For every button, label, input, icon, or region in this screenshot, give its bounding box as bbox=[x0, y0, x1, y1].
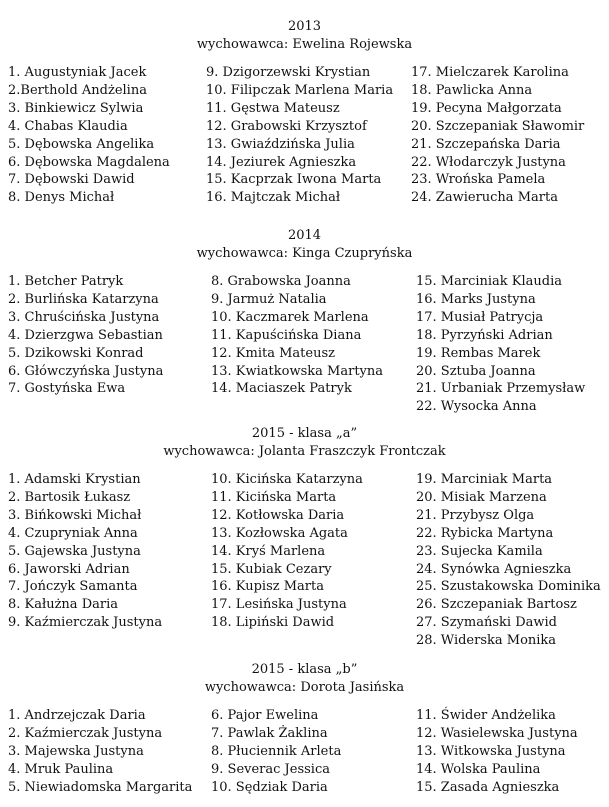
student-name: 6. Jaworski Adrian bbox=[8, 561, 130, 577]
student-name: 24. Zawierucha Marta bbox=[411, 190, 558, 206]
student-name: 7. Pawlak Żaklina bbox=[211, 725, 328, 741]
class-section-2015-b bbox=[0, 661, 609, 795]
student-name: 18. Lipiński Dawid bbox=[211, 615, 335, 631]
student-name: 26. Szczepaniak Bartosz bbox=[416, 597, 577, 613]
student-name: 18. Pyrzyński Adrian bbox=[416, 327, 553, 343]
student-name: 1. Andrzejczak Daria bbox=[8, 708, 146, 723]
student-name: 23. Wrońska Pamela bbox=[411, 172, 546, 188]
student-name: 15. Kubiak Cezary bbox=[211, 561, 332, 577]
student-name: 16. Marks Justyna bbox=[416, 291, 536, 307]
student-name: 15. Zasada Agnieszka bbox=[416, 779, 560, 795]
class-section-2013 bbox=[0, 18, 609, 206]
student-name: 7. Jończyk Samanta bbox=[8, 579, 138, 595]
student-column-1 bbox=[8, 64, 170, 207]
student-name: 20. Szczepaniak Sławomir bbox=[411, 118, 585, 134]
class-teacher: wychowawca: Kinga Czupryńska bbox=[196, 246, 413, 261]
student-name: 19. Pecyna Małgorzata bbox=[411, 100, 562, 116]
student-name: 20. Misiak Marzena bbox=[416, 489, 547, 505]
class-section-2014 bbox=[0, 227, 609, 415]
student-name: 15. Kacprzak Iwona Marta bbox=[206, 172, 382, 188]
student-name: 8. Płuciennik Arleta bbox=[211, 743, 342, 759]
student-name: 14. Maciaszek Patryk bbox=[211, 381, 352, 397]
student-name: 23. Sujecka Kamila bbox=[416, 543, 543, 559]
student-name: 3. Binkiewicz Sylwia bbox=[8, 100, 144, 116]
student-name: 4. Czupryniak Anna bbox=[8, 525, 138, 541]
student-name: 12. Kotłowska Daria bbox=[211, 507, 345, 523]
student-name: 16. Majtczak Michał bbox=[206, 190, 341, 206]
student-column-1 bbox=[8, 273, 163, 398]
student-column-3 bbox=[416, 471, 601, 650]
student-column-2 bbox=[206, 64, 393, 207]
student-name: 10. Kicińska Katarzyna bbox=[211, 472, 363, 487]
student-name: 2. Burlińska Katarzyna bbox=[8, 291, 159, 307]
student-name: 12. Grabowski Krzysztof bbox=[206, 118, 367, 134]
student-name: 1. Augustyniak Jacek bbox=[8, 65, 147, 80]
student-column-3 bbox=[416, 273, 585, 416]
class-section-2015-a bbox=[0, 425, 609, 649]
student-name: 13. Gwiaździńska Julia bbox=[206, 136, 355, 152]
student-name: 5. Dzikowski Konrad bbox=[8, 345, 144, 361]
student-column-1 bbox=[8, 471, 162, 632]
student-name: 12. Wasielewska Justyna bbox=[416, 725, 578, 741]
class-teacher: wychowawca: Dorota Jasińska bbox=[204, 680, 405, 695]
student-column-2 bbox=[211, 707, 341, 797]
student-name: 25. Szustakowska Dominika bbox=[416, 579, 601, 595]
student-name: 13. Kwiatkowska Martyna bbox=[211, 363, 384, 379]
student-name: 2. Bartosik Łukasz bbox=[8, 489, 131, 505]
class-teacher: wychowawca: Ewelina Rojewska bbox=[196, 37, 413, 52]
student-name: 28. Widerska Monika bbox=[416, 633, 557, 649]
student-name: 6. Główczyńska Justyna bbox=[8, 363, 164, 379]
student-name: 5. Gajewska Justyna bbox=[8, 543, 141, 559]
student-name: 22. Włodarczyk Justyna bbox=[411, 154, 566, 170]
student-name: 9. Severac Jessica bbox=[211, 761, 330, 777]
student-name: 17. Musiał Patrycja bbox=[416, 309, 544, 325]
student-name: 22. Wysocka Anna bbox=[416, 399, 537, 415]
class-year: 2014 bbox=[287, 228, 322, 243]
student-name: 19. Marciniak Marta bbox=[416, 472, 553, 487]
student-column-3 bbox=[416, 707, 578, 797]
student-name: 13. Kozłowska Agata bbox=[211, 525, 348, 541]
student-name: 1. Betcher Patryk bbox=[8, 274, 124, 289]
student-name: 13. Witkowska Justyna bbox=[416, 743, 566, 759]
student-name: 15. Marciniak Klaudia bbox=[416, 274, 563, 289]
student-column-3 bbox=[411, 64, 584, 207]
student-name: 24. Synówka Agnieszka bbox=[416, 561, 572, 577]
class-year: 2013 bbox=[287, 19, 322, 34]
student-name: 17. Lesińska Justyna bbox=[211, 597, 347, 613]
student-name: 9. Jarmuż Natalia bbox=[211, 291, 327, 307]
student-column-2 bbox=[211, 273, 383, 398]
student-name: 16. Kupisz Marta bbox=[211, 579, 324, 595]
student-name: 21. Przybysz Olga bbox=[416, 507, 535, 523]
student-name: 10. Kaczmarek Marlena bbox=[211, 309, 369, 325]
student-name: 9. Dzigorzewski Krystian bbox=[206, 65, 371, 80]
student-name: 21. Urbaniak Przemysław bbox=[416, 381, 586, 397]
student-name: 7. Gostyńska Ewa bbox=[8, 381, 126, 397]
class-teacher: wychowawca: Jolanta Fraszczyk Frontczak bbox=[163, 444, 446, 459]
student-name: 8. Kałużna Daria bbox=[8, 597, 118, 613]
student-name: 3. Bińkowski Michał bbox=[8, 507, 142, 523]
student-name: 8. Grabowska Joanna bbox=[211, 274, 351, 289]
student-name: 20. Sztuba Joanna bbox=[416, 363, 536, 379]
student-name: 18. Pawlicka Anna bbox=[411, 82, 533, 98]
class-year: 2015 - klasa „a” bbox=[251, 426, 358, 441]
class-year: 2015 - klasa „b” bbox=[251, 662, 358, 677]
student-name: 5. Dębowska Angelika bbox=[8, 136, 155, 152]
student-name: 1. Adamski Krystian bbox=[8, 472, 141, 487]
student-name: 17. Mielczarek Karolina bbox=[411, 65, 569, 80]
student-name: 4. Chabas Klaudia bbox=[8, 118, 128, 134]
student-name: 5. Niewiadomska Margarita bbox=[8, 779, 193, 795]
student-column-1 bbox=[8, 707, 192, 797]
student-name: 2.Berthold Andżelina bbox=[8, 82, 147, 98]
student-name: 4. Dzierzgwa Sebastian bbox=[8, 327, 163, 343]
student-name: 6. Dębowska Magdalena bbox=[8, 154, 170, 170]
student-name: 14. Jeziurek Agnieszka bbox=[206, 154, 357, 170]
student-name: 3. Chruścińska Justyna bbox=[8, 309, 160, 325]
student-name: 6. Pajor Ewelina bbox=[211, 708, 319, 723]
student-name: 7. Dębowski Dawid bbox=[8, 172, 135, 188]
student-name: 10. Sędziak Daria bbox=[211, 779, 328, 795]
student-column-2 bbox=[211, 471, 363, 632]
student-name: 3. Majewska Justyna bbox=[8, 743, 144, 759]
student-name: 19. Rembas Marek bbox=[416, 345, 541, 361]
student-name: 10. Filipczak Marlena Maria bbox=[206, 82, 394, 98]
student-name: 2. Kaźmierczak Justyna bbox=[8, 725, 163, 741]
student-name: 4. Mruk Paulina bbox=[8, 761, 114, 777]
student-name: 21. Szczepańska Daria bbox=[411, 136, 561, 152]
student-name: 11. Gęstwa Mateusz bbox=[206, 100, 340, 116]
student-name: 14. Wolska Paulina bbox=[416, 761, 541, 777]
student-name: 11. Kicińska Marta bbox=[211, 489, 337, 505]
student-name: 27. Szymański Dawid bbox=[416, 615, 557, 631]
student-name: 9. Kaźmierczak Justyna bbox=[8, 615, 163, 631]
student-name: 14. Kryś Marlena bbox=[211, 543, 326, 559]
student-name: 8. Denys Michał bbox=[8, 190, 115, 206]
student-name: 11. Kapuścińska Diana bbox=[211, 327, 362, 343]
student-name: 22. Rybicka Martyna bbox=[416, 525, 554, 541]
student-name: 12. Kmita Mateusz bbox=[211, 345, 335, 361]
student-name: 11. Świder Andżelika bbox=[416, 708, 556, 723]
